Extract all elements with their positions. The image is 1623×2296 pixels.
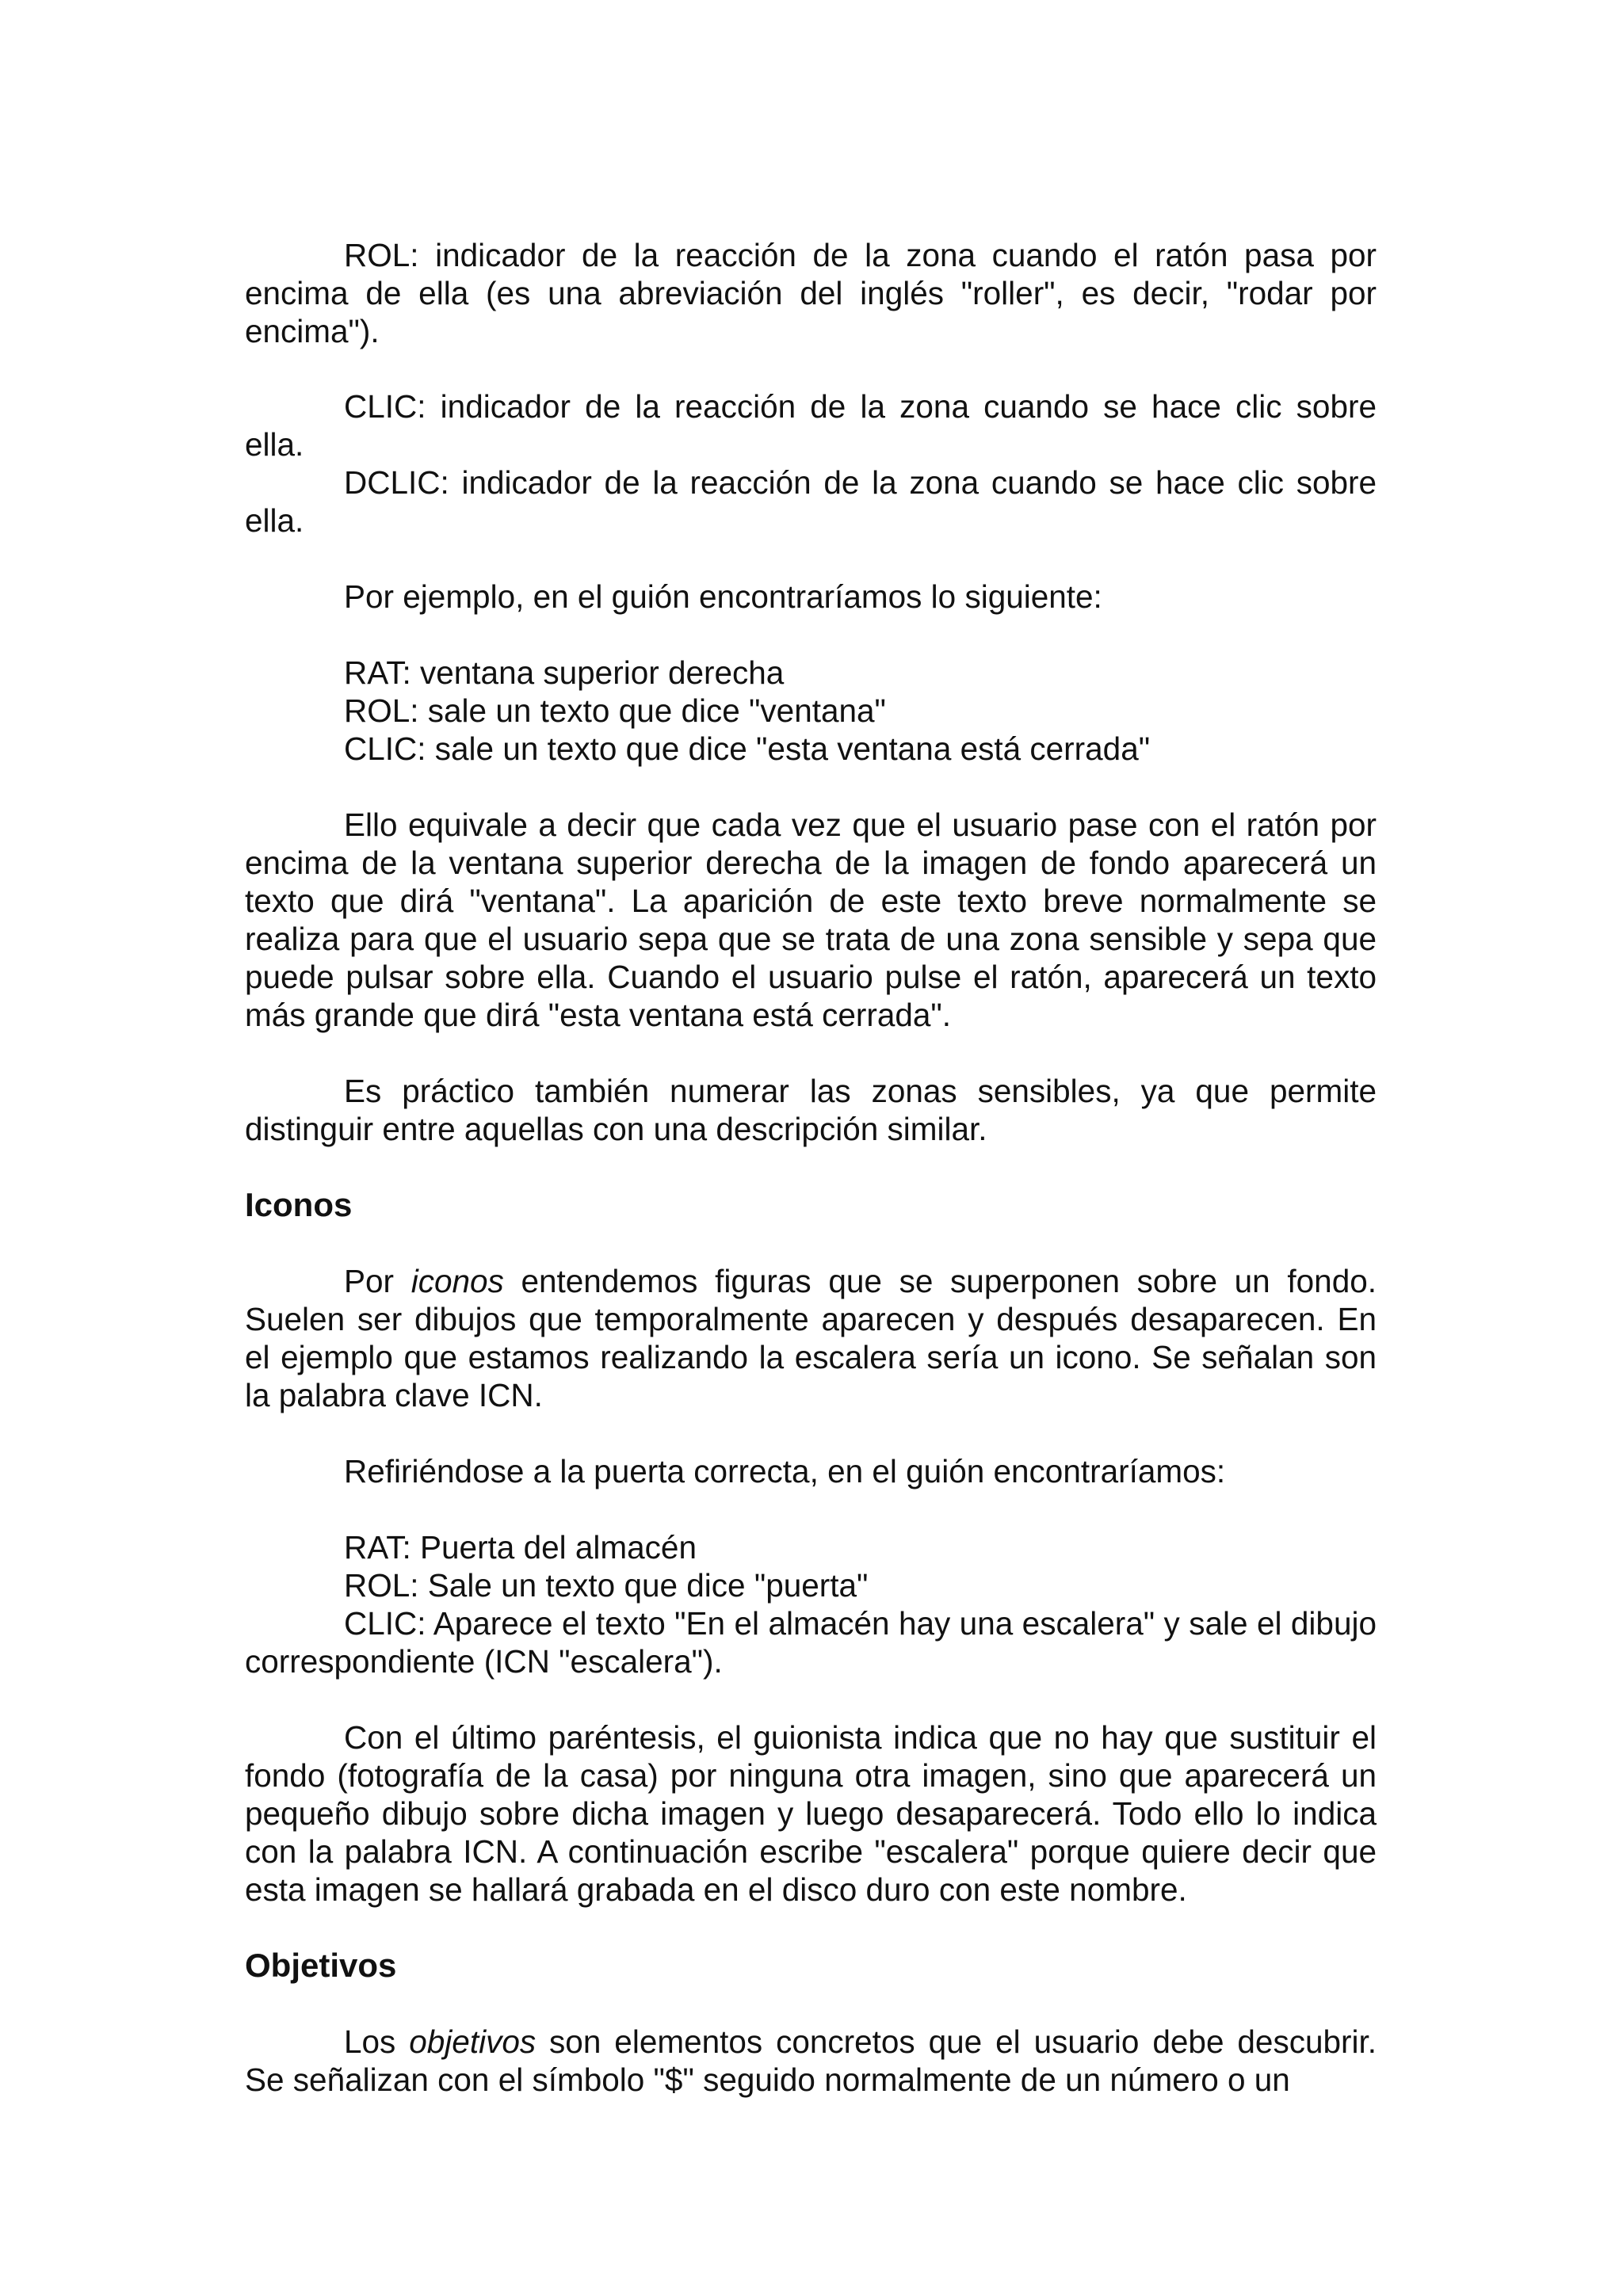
text-run: entendemos figuras que se superponen sobre un fondo. Suelen ser dibujos que temporalmente aparecen y después desaparecen. En el ejemplo que estamos realizando la escalera sería un icono. Se señalan son la palabra clave ICN. <box>245 1263 1377 1413</box>
emphasis-term: iconos <box>411 1263 504 1299</box>
objetivos-paragraph <box>245 2023 1377 2099</box>
example-intro: Por ejemplo, en el guión encontraríamos lo siguiente: <box>344 578 1102 615</box>
section-heading-objetivos: Objetivos <box>245 1947 397 1984</box>
definition-dclic: DCLIC: indicador de la reacción de la zona cuando se hace clic sobre ella. <box>245 464 1377 539</box>
script-line: ROL: sale un texto que dice "ventana" <box>344 692 886 729</box>
emphasis-term: objetivos <box>409 2023 537 2060</box>
text-run: Por <box>344 1263 411 1299</box>
definition-clic: CLIC: indicador de la reacción de la zona cuando se hace clic sobre ella. <box>245 388 1377 463</box>
iconos-explanation-paragraph: Con el último paréntesis, el guionista indica que no hay que sustituir el fondo (fotografía de la casa) por ninguna otra imagen, sino que aparecerá un pequeño dibujo sobre dicha imagen y luego desaparecerá. Todo ello lo indica con la palabra ICN. A continuación escribe "escalera" porque quiere decir que esta imagen se hallará grabada en el disco duro con este nombre. <box>245 1719 1377 1908</box>
definition-rol: ROL: indicador de la reacción de la zona cuando el ratón pasa por encima de ella (es una abreviación del inglés "roller", es decir, "rodar por encima"). <box>245 237 1377 349</box>
script-line: ROL: Sale un texto que dice "puerta" <box>344 1567 869 1604</box>
text-run: son elementos concretos que el usuario debe descubrir. Se señalizan con el símbolo "$" seguido normalmente de un número o un <box>245 2023 1377 2098</box>
text-run: Los <box>344 2023 410 2060</box>
section-heading-iconos: Iconos <box>245 1186 353 1223</box>
iconos-paragraph <box>245 1262 1377 1414</box>
script-line: RAT: ventana superior derecha <box>344 654 785 691</box>
numbering-paragraph: Es práctico también numerar las zonas sensibles, ya que permite distinguir entre aquellas con una descripción similar. <box>245 1073 1377 1147</box>
script-line: CLIC: sale un texto que dice "esta ventana está cerrada" <box>344 730 1151 767</box>
script-line-clic: CLIC: Aparece el texto "En el almacén hay una escalera" y sale el dibujo correspondiente (ICN "escalera"). <box>245 1605 1377 1680</box>
script-line: RAT: Puerta del almacén <box>344 1529 697 1566</box>
explanation-paragraph: Ello equivale a decir que cada vez que el usuario pase con el ratón por encima de la ventana superior derecha de la imagen de fondo aparecerá un texto que dirá "ventana". La aparición de este texto breve normalmente se realiza para que el usuario sepa que se trata de una zona sensible y sepa que puede pulsar sobre ella. Cuando el usuario pulse el ratón, aparecerá un texto más grande que dirá "esta ventana está cerrada". <box>245 807 1377 1033</box>
iconos-example-intro: Refiriéndose a la puerta correcta, en el guión encontraríamos: <box>344 1453 1226 1489</box>
